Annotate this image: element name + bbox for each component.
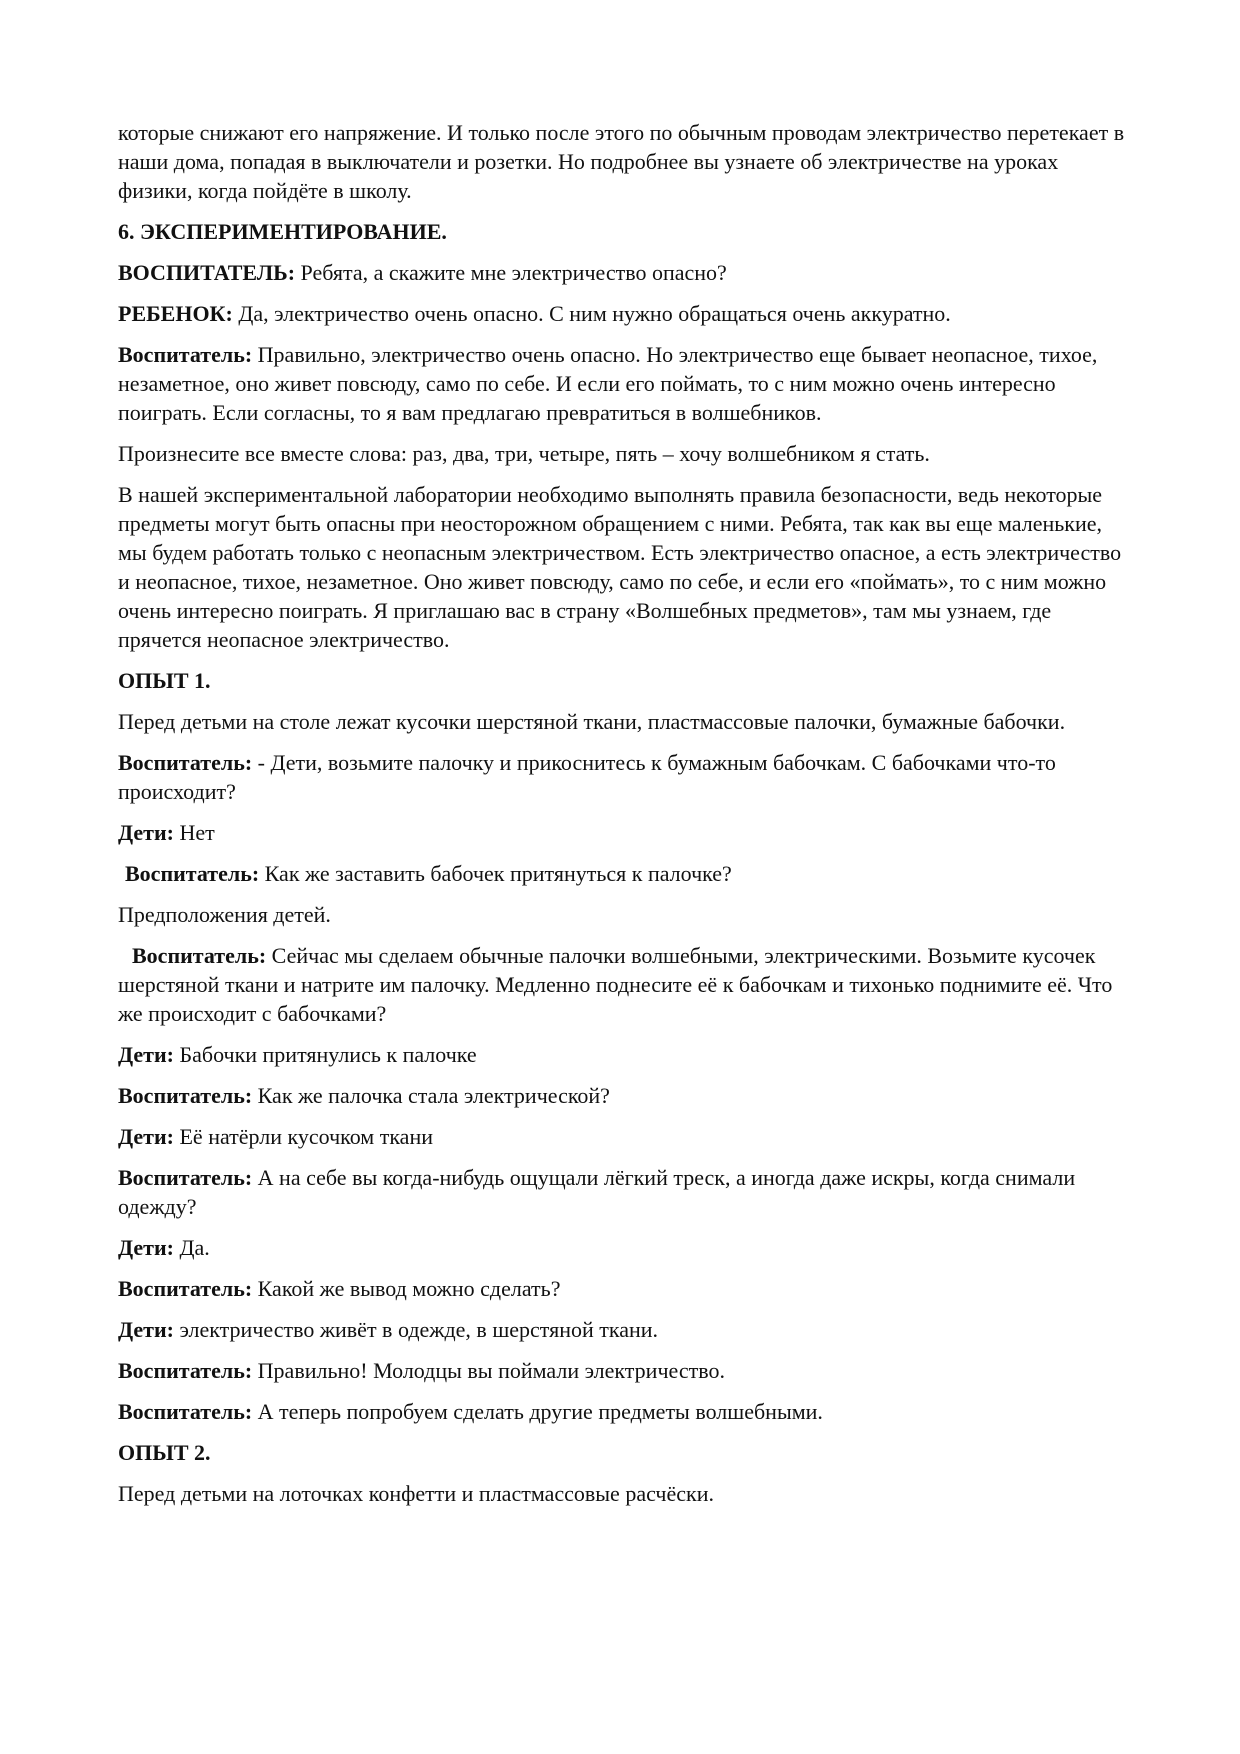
dialogue-line: [118, 1233, 1128, 1262]
speech: электричество живёт в одежде, в шерстяной ткани.: [173, 1317, 659, 1342]
speaker: Дети:: [118, 1124, 174, 1149]
dialogue-line: [118, 1081, 1128, 1110]
dialogue-line: [118, 1274, 1128, 1303]
speech: Её натёрли кусочком ткани: [173, 1124, 433, 1149]
speech: Да, электричество очень опасно. С ним нужно обращаться очень аккуратно.: [232, 301, 951, 326]
speech: Бабочки притянулись к палочке: [173, 1042, 477, 1067]
experiment-2-setup: Перед детьми на лоточках конфетти и пластмассовые расчёски.: [118, 1481, 714, 1506]
speaker: Воспитатель:: [132, 943, 267, 968]
experiment-2-heading: ОПЫТ 2.: [118, 1440, 211, 1465]
dialogue-line: [118, 941, 1128, 1028]
section-heading: 6. ЭКСПЕРИМЕНТИРОВАНИЕ.: [118, 219, 447, 244]
dialogue-line: [118, 1397, 1128, 1426]
dialogue-line: [118, 1040, 1128, 1069]
speech: Сейчас мы сделаем обычные палочки волшебными, электрическими. Возьмите кусочек шерстяной ткани и натрите им палочку. Медленно поднесите её к бабочкам и тихонько поднимите её. Что же происходит с бабочками?: [118, 943, 1113, 1026]
speaker: Воспитатель:: [118, 750, 253, 775]
intro-paragraph: которые снижают его напряжение. И только после этого по обычным проводам электричество перетекает в наши дома, попадая в выключатели и розетки. Но подробнее вы узнаете об электричестве на уроках физики, когда пойдёте в школу.: [118, 120, 1125, 203]
speaker: Воспитатель:: [118, 1083, 253, 1108]
speech: Правильно! Молодцы вы поймали электричество.: [252, 1358, 725, 1383]
document-page: [118, 118, 1128, 1520]
dialogue-line: [118, 340, 1128, 427]
speech: А на себе вы когда-нибудь ощущали лёгкий треск, а иногда даже искры, когда снимали одежду?: [118, 1165, 1076, 1219]
paragraph-guess: Предположения детей.: [118, 902, 331, 927]
speaker: Воспитатель:: [118, 1276, 253, 1301]
speech: - Дети, возьмите палочку и прикоснитесь к бумажным бабочкам. С бабочками что-то происходит?: [118, 750, 1056, 804]
speech: Да.: [173, 1235, 210, 1260]
speaker: Воспитатель:: [118, 1358, 253, 1383]
dialogue-line: [118, 1315, 1128, 1344]
dialogue-line: [118, 1122, 1128, 1151]
speaker: Дети:: [118, 820, 174, 845]
speech: А теперь попробуем сделать другие предметы волшебными.: [252, 1399, 823, 1424]
dialogue-line: [118, 299, 1128, 328]
experiment-1-heading: ОПЫТ 1.: [118, 668, 211, 693]
speaker: Дети:: [118, 1042, 174, 1067]
speaker: Дети:: [118, 1235, 174, 1260]
dialogue-line: [118, 748, 1128, 806]
paragraph-lab: В нашей экспериментальной лаборатории необходимо выполнять правила безопасности, ведь некоторые предметы могут быть опасны при неосторожном обращением с ними. Ребята, так как вы еще маленькие, мы будем работать только с неопасным электричеством. Есть электричество опасное, а есть электричество и неопасное, тихое, незаметное. Оно живет повсюду, само по себе, и если его «поймать», то с ним можно очень интересно поиграть. Я приглашаю вас в страну «Волшебных предметов», там мы узнаем, где прячется неопасное электричество.: [118, 482, 1122, 652]
dialogue-line: [118, 258, 1128, 287]
dialogue-line: [118, 859, 1128, 888]
speaker: Воспитатель:: [125, 861, 260, 886]
speech: Правильно, электричество очень опасно. Но электричество еще бывает неопасное, тихое, незаметное, оно живет повсюду, само по себе. И если его поймать, то с ним можно очень интересно поиграть. Если согласны, то я вам предлагаю превратиться в волшебников.: [118, 342, 1098, 425]
speech: Какой же вывод можно сделать?: [252, 1276, 561, 1301]
speaker: ВОСПИТАТЕЛЬ:: [118, 260, 296, 285]
experiment-1-setup: Перед детьми на столе лежат кусочки шерстяной ткани, пластмассовые палочки, бумажные бабочки.: [118, 709, 1066, 734]
speech: Как же палочка стала электрической?: [252, 1083, 610, 1108]
speaker: Воспитатель:: [118, 1399, 253, 1424]
speaker: Воспитатель:: [118, 342, 253, 367]
dialogue-line: [118, 1163, 1128, 1221]
speaker: РЕБЕНОК:: [118, 301, 233, 326]
speech: Нет: [173, 820, 215, 845]
speech: Как же заставить бабочек притянуться к палочке?: [259, 861, 732, 886]
dialogue-line: [118, 1356, 1128, 1385]
paragraph-words: Произнесите все вместе слова: раз, два, три, четыре, пять – хочу волшебником я стать.: [118, 441, 930, 466]
speaker: Дети:: [118, 1317, 174, 1342]
speaker: Воспитатель:: [118, 1165, 253, 1190]
dialogue-line: [118, 818, 1128, 847]
speech: Ребята, а скажите мне электричество опасно?: [295, 260, 727, 285]
